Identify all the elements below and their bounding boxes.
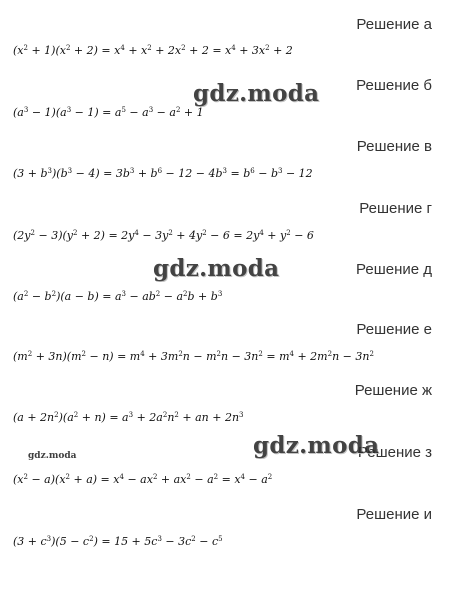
watermark-logo: gdz.moda [193, 80, 320, 107]
solution-heading-b: Решение б [356, 77, 432, 94]
solution-formula-v: $(3 + b^3)(b^3 - 4) = 3b^3 + b^6 - 12 - 4b^3 = b^6 - b^3 - 12$ [13, 167, 313, 180]
watermark-logo: gdz.moda [153, 255, 280, 282]
solution-heading-z: Решение з [357, 444, 432, 461]
watermark-small: gdz.moda [28, 451, 77, 461]
watermark-logo: gdz.moda [253, 432, 380, 459]
solution-heading-i: Решение и [356, 506, 432, 523]
solution-formula-b: $(a^3 - 1)(a^3 - 1) = a^5 - a^3 - a^2 + 1$ [13, 106, 204, 119]
solution-formula-i: $(3 + c^3)(5 - c^2) = 15 + 5c^3 - 3c^2 - c^5$ [13, 535, 223, 548]
solution-formula-e: $(m^2 + 3n)(m^2 - n) = m^4 + 3m^2n - m^2n - 3n^2 = m^4 + 2m^2n - 3n^2$ [13, 350, 374, 363]
solution-heading-v: Решение в [356, 138, 432, 155]
solution-formula-z: $(x^2 - a)(x^2 + a) = x^4 - ax^2 + ax^2 - a^2 = x^4 - a^2$ [13, 473, 273, 486]
solution-heading-g: Решение г [359, 200, 432, 217]
solution-heading-d: Решение д [356, 261, 432, 278]
solution-heading-e: Решение е [356, 321, 432, 338]
solution-formula-d: $(a^2 - b^2)(a - b) = a^3 - ab^2 - a^2b + b^3$ [13, 290, 223, 303]
solution-heading-a: Решение а [356, 16, 432, 33]
solution-formula-g: $(2y^2 - 3)(y^2 + 2) = 2y^4 - 3y^2 + 4y^2 - 6 = 2y^4 + y^2 - 6$ [13, 229, 314, 242]
solution-formula-a: $(x^2 + 1)(x^2 + 2) = x^4 + x^2 + 2x^2 + 2 = x^4 + 3x^2 + 2$ [13, 44, 293, 57]
solution-heading-zh: Решение ж [354, 382, 432, 399]
solution-formula-zh: $(a + 2n^2)(a^2 + n) = a^3 + 2a^2n^2$ + an + $2n^3$ [13, 411, 244, 424]
